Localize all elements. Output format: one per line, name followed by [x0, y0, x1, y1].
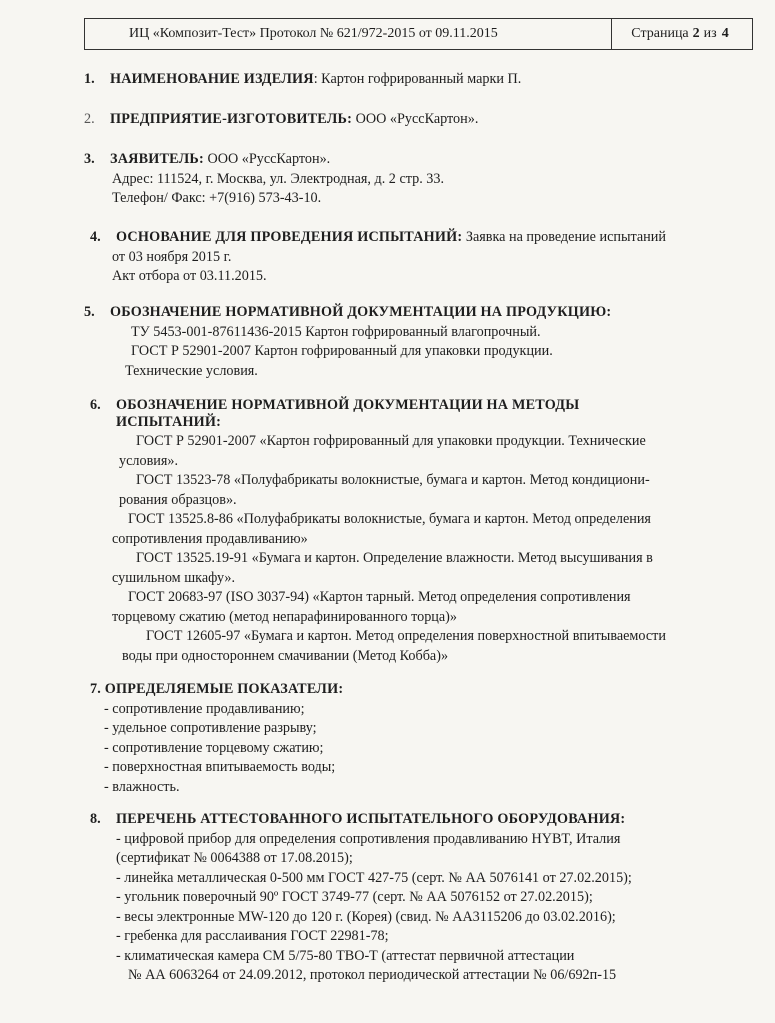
section-title: ПРЕДПРИЯТИЕ-ИЗГОТОВИТЕЛЬ:: [110, 111, 353, 127]
page-total: 4: [721, 26, 729, 41]
basis-date-line: от 03 ноября 2015 г.: [112, 248, 232, 265]
equipment-line: - цифровой прибор для определения сопротивления продавливанию HYBT, Италия: [116, 830, 621, 847]
equipment-line: - гребенка для расслаивания ГОСТ 22981-78;: [116, 928, 389, 944]
section-5: [84, 303, 611, 381]
section-title: ОБОЗНАЧЕНИЕ НОРМАТИВНОЙ ДОКУМЕНТАЦИИ НА МЕТОДЫ: [116, 397, 580, 413]
section-number: 3.: [84, 151, 95, 167]
section-number: 4.: [90, 229, 101, 245]
page-header: [84, 18, 753, 50]
indicator-item: - сопротивление продавливанию;: [104, 700, 305, 717]
equipment-line: (сертификат № 0064388 от 17.08.2015);: [116, 850, 353, 866]
section-title: 7. ОПРЕДЕЛЯЕМЫЕ ПОКАЗАТЕЛИ:: [90, 681, 344, 697]
equipment-line: - весы электронные MW-120 до 120 г. (Корея) (свид. № АА3115206 до 03.02.2016);: [116, 908, 616, 925]
section-1: [84, 70, 521, 90]
method-doc-line: сушильном шкафу».: [112, 569, 236, 586]
product-doc-line: Технические условия.: [125, 362, 258, 379]
page-counter: [612, 19, 752, 49]
method-doc-line: ГОСТ 12605-97 «Бумага и картон. Метод определения поверхностной впитываемости: [146, 628, 666, 644]
indicator-item: - влажность.: [104, 778, 180, 795]
section-3: [84, 150, 444, 209]
section-title: НАИМЕНОВАНИЕ ИЗДЕЛИЯ: [110, 71, 314, 87]
method-doc-line: воды при одностороннем смачивании (Метод Кобба)»: [122, 647, 449, 664]
section-number: 2.: [84, 111, 95, 127]
page-label: Страница: [631, 26, 689, 41]
sampling-act-line: Акт отбора от 03.11.2015.: [112, 268, 267, 284]
page-of: из: [703, 26, 717, 41]
section-8: [84, 810, 632, 986]
indicator-item: - поверхностная впитываемость воды;: [104, 759, 336, 775]
phone-line: Телефон/ Факс: +7(916) 573-43-10.: [112, 190, 322, 206]
equipment-line: - угольник поверочный 90º ГОСТ 3749-77 (серт. № АА 5076152 от 27.02.2015);: [116, 889, 593, 905]
method-doc-line: условия».: [119, 452, 179, 469]
method-doc-line: ГОСТ 13523-78 «Полуфабрикаты волокнистые, бумага и картон. Метод кондициони-: [136, 472, 650, 488]
address-line: Адрес: 111524, г. Москва, ул. Электродная, д. 2 стр. 33.: [112, 170, 445, 187]
section-number: 6.: [90, 397, 101, 413]
section-text: ООО «РуссКартон».: [203, 151, 331, 167]
equipment-line: - линейка металлическая 0-500 мм ГОСТ 427-75 (серт. № АА 5076141 от 27.02.2015);: [116, 869, 632, 886]
equipment-line: № АА 6063264 от 24.09.2012, протокол периодической аттестации № 06/692п-15: [128, 967, 617, 983]
method-doc-line: рования образцов».: [119, 491, 237, 508]
section-number: 1.: [84, 71, 95, 87]
section-title: ОБОЗНАЧЕНИЕ НОРМАТИВНОЙ ДОКУМЕНТАЦИИ НА ПРОДУКЦИЮ:: [110, 304, 612, 320]
method-doc-line: сопротивления продавливанию»: [112, 530, 308, 547]
section-title: ЗАЯВИТЕЛЬ:: [110, 151, 204, 167]
section-text: Заявка на проведение испытаний: [462, 229, 666, 245]
indicator-item: - удельное сопротивление разрыву;: [104, 720, 317, 736]
section-title-cont: ИСПЫТАНИЙ:: [116, 413, 222, 430]
method-doc-line: торцевому сжатию (метод непарафинированного торца)»: [112, 608, 457, 625]
section-title: ПЕРЕЧЕНЬ АТТЕСТОВАННОГО ИСПЫТАТЕЛЬНОГО ОБОРУДОВАНИЯ:: [116, 811, 626, 827]
product-doc-line: ГОСТ Р 52901-2007 Картон гофрированный для упаковки продукции.: [131, 343, 553, 359]
section-number: 8.: [90, 811, 101, 827]
product-doc-line: ТУ 5453-001-87611436-2015 Картон гофрированный влагопрочный.: [131, 323, 541, 340]
section-title: ОСНОВАНИЕ ДЛЯ ПРОВЕДЕНИЯ ИСПЫТАНИЙ:: [116, 229, 463, 245]
indicator-item: - сопротивление торцевому сжатию;: [104, 739, 324, 756]
section-6: [84, 396, 666, 666]
section-4: [84, 228, 666, 287]
section-2: [84, 110, 478, 130]
section-text: : Картон гофрированный марки П.: [313, 71, 522, 87]
method-doc-line: ГОСТ Р 52901-2007 «Картон гофрированный для упаковки продукции. Технические: [136, 433, 646, 449]
method-doc-line: ГОСТ 20683-97 (ISO 3037-94) «Картон тарный. Метод определения сопротивления: [128, 589, 631, 605]
page-current: 2: [692, 26, 700, 41]
equipment-line: - климатическая камера СМ 5/75-80 ТВО-Т (аттестат первичной аттестации: [116, 947, 575, 964]
method-doc-line: ГОСТ 13525.19-91 «Бумага и картон. Определение влажности. Метод высушивания в: [136, 550, 653, 566]
section-number: 5.: [84, 304, 95, 320]
protocol-header: ИЦ «Композит-Тест» Протокол № 621/972-2015 от 09.11.2015: [85, 19, 612, 49]
method-doc-line: ГОСТ 13525.8-86 «Полуфабрикаты волокнистые, бумага и картон. Метод определения: [128, 511, 651, 527]
section-text: ООО «РуссКартон».: [352, 111, 479, 127]
section-7: [84, 680, 343, 797]
